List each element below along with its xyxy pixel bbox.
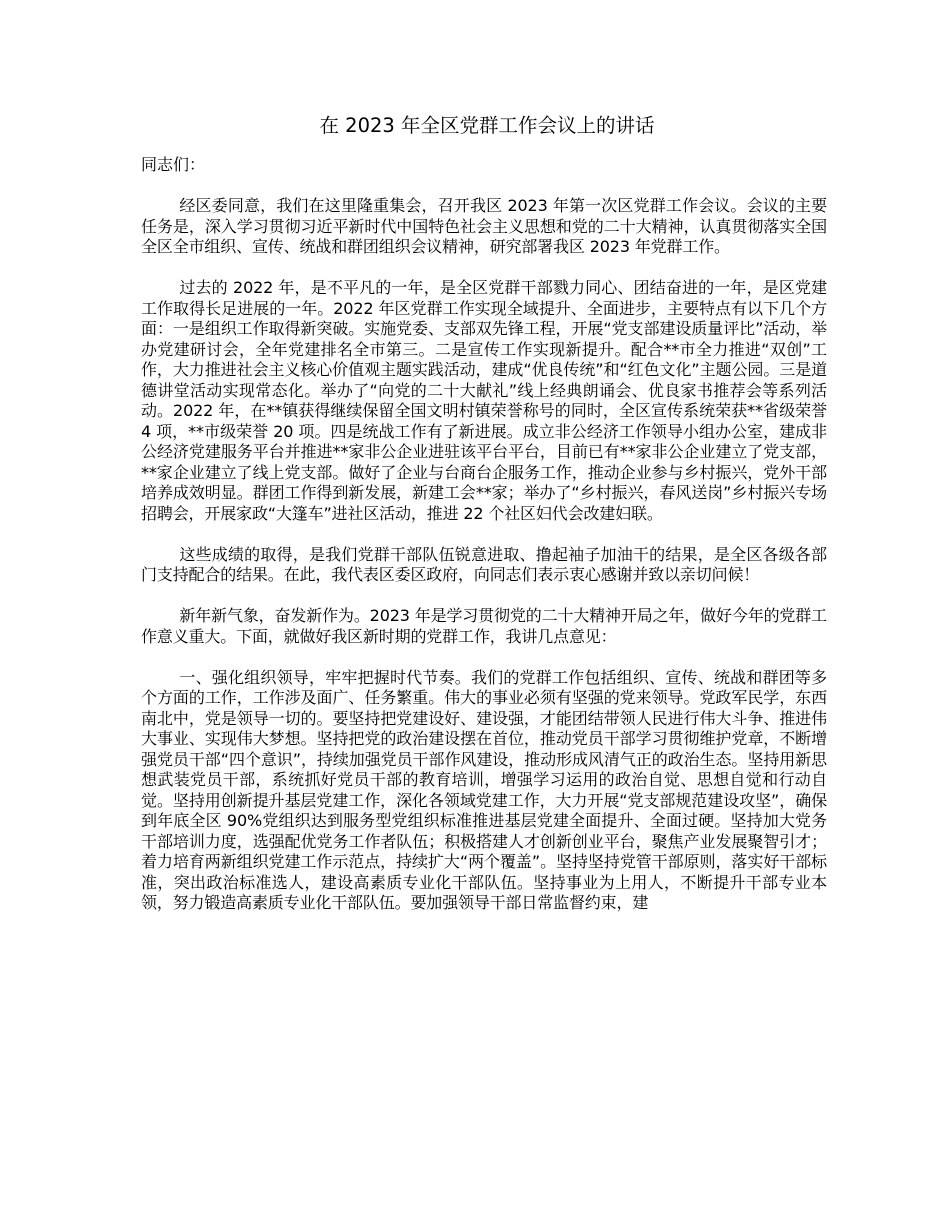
paragraph-1: 经区委同意，我们在这里隆重集会，召开我区 2023 年第一次区党群工作会议。会议的主要任务是，深入学习贯彻习近平新时代中国特色社会主义思想和党的二十大精神，认真贯彻落实全国全区全市组织、宣传、统战和群团组织会议精神，研究部署我区 2023 年党群工作。 [141, 196, 827, 256]
paragraph-3: 这些成绩的取得，是我们党群干部队伍锐意进取、撸起袖子加油干的结果，是全区各级各部门支持配合的结果。在此，我代表区委区政府，向同志们表示衷心感谢并致以亲切问候！ [141, 544, 827, 584]
document-page [141, 112, 827, 934]
paragraph-2: 过去的 2022 年，是不平凡的一年，是全区党群干部戮力同心、团结奋进的一年，是区党建工作取得长足进展的一年。2022 年区党群工作实现全域提升、全面进步，主要特点有以下几个方面：一是组织工作取得新突破。实施党委、支部双先锋工程，开展“党支部建设质量评比”活动，举办党建研讨会，全年党建排名全市第三。二是宣传工作实现新提升。配合**市全力推进“双创”工作，大力推进社会主义核心价值观主题实践活动，建成“优良传统”和“红色文化”主题公园。三是道德讲堂活动实现常态化。举办了“向党的二十大献礼”线上经典朗诵会、优良家书推荐会等系列活动。2022 年，在**镇获得继续保留全国文明村镇荣誉称号的同时，全区宣传系统荣获**省级荣誉 4 项，**市级荣誉 20 项。四是统战工作有了新进展。成立非公经济工作领导小组办公室，建成非公经济党建服务平台并推进**家非公企业进驻该平台平台，目前已有**家非公企业建立了党支部，**家企业建立了线上党支部。做好了企业与台商台企服务工作，推动企业参与乡村振兴，党外干部培养成效明显。群团工作得到新发展，新建工会**家；举办了“乡村振兴，春风送岗”乡村振兴专场招聘会，开展家政“大篷车”进社区活动，推进 22 个社区妇代会改建妇联。 [141, 278, 827, 523]
paragraph-4: 新年新气象，奋发新作为。2023 年是学习贯彻党的二十大精神开局之年，做好今年的党群工作意义重大。下面，就做好我区新时期的党群工作，我讲几点意见： [141, 606, 827, 646]
paragraph-5: 一、强化组织领导，牢牢把握时代节奏。我们的党群工作包括组织、宣传、统战和群团等多个方面的工作，工作涉及面广、任务繁重。伟大的事业必须有坚强的党来领导。党政军民学，东西南北中，党是领导一切的。要坚持把党建设好、建设强，才能团结带领人民进行伟大斗争、推进伟大事业、实现伟大梦想。坚持把党的政治建设摆在首位，推动党员干部学习贯彻维护党章，不断增强党员干部“四个意识”，持续加强党员干部作风建设，推动形成风清气正的政治生态。坚持用新思想武装党员干部，系统抓好党员干部的教育培训，增强学习运用的政治自觉、思想自觉和行动自觉。坚持用创新提升基层党建工作，深化各领域党建工作，大力开展“党支部规范建设攻坚”，确保到年底全区 90%党组织达到服务型党组织标准推进基层党建全面提升、全面过硬。坚持加大党务干部培训力度，选强配优党务工作者队伍；积极搭建人才创新创业平台，聚焦产业发展聚智引才；着力培育两新组织党建工作示范点，持续扩大“两个覆盖”。坚持坚持党管干部原则，落实好干部标准，突出政治标准选人，建设高素质专业化干部队伍。坚持事业为上用人，不断提升干部专业本领，努力锻造高素质专业化干部队伍。要加强领导干部日常监督约束，建 [141, 667, 827, 912]
document-title: 在 2023 年全区党群工作会议上的讲话 [319, 114, 655, 137]
salutation: 同志们： [141, 155, 206, 174]
